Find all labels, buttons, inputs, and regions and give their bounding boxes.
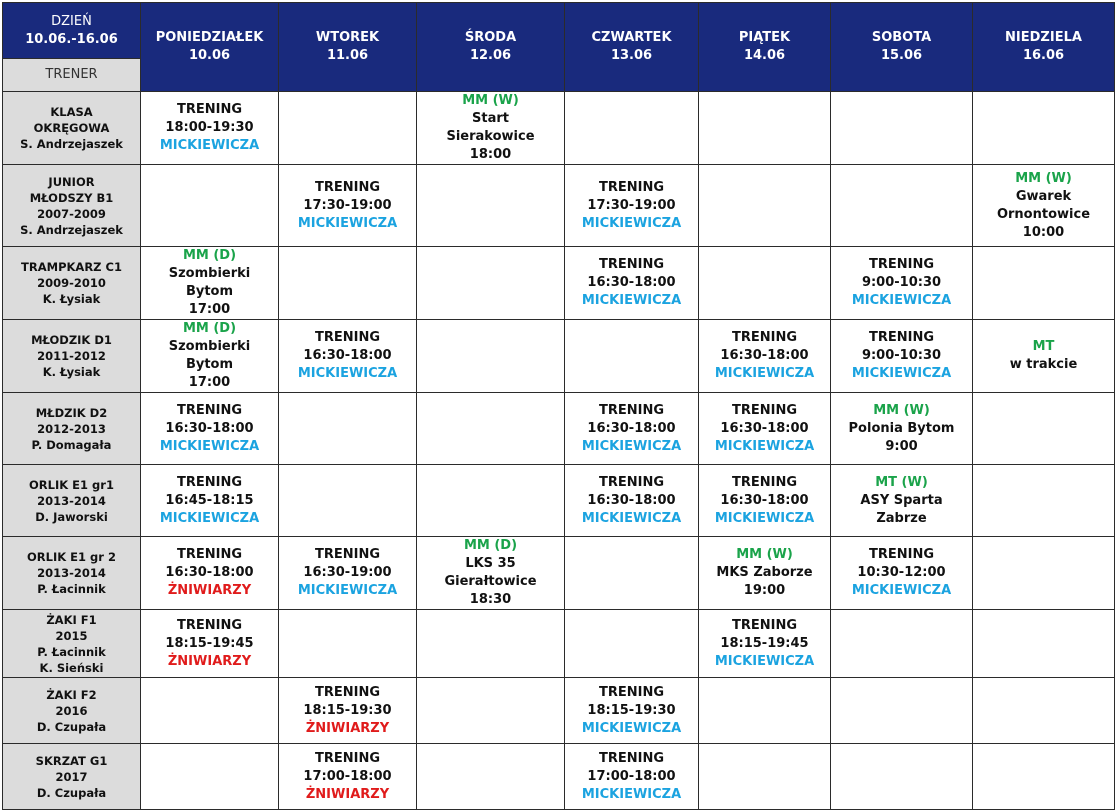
schedule-cell	[973, 537, 1115, 610]
schedule-cell	[699, 92, 831, 165]
schedule-cell	[141, 393, 279, 465]
event-line: TRENING	[314, 750, 381, 766]
event-line: TRENING	[314, 179, 381, 195]
event-line: TRENING	[314, 330, 381, 345]
team-line: D. Czupała	[36, 785, 107, 800]
schedule-cell	[141, 678, 279, 744]
event-line: TRENING	[598, 179, 665, 195]
schedule-cell	[565, 744, 699, 810]
team-line: MŁODSZY B1	[29, 190, 114, 205]
event-line: ASY Sparta	[860, 492, 943, 508]
event-line: Bytom	[185, 357, 234, 372]
team-cell	[3, 678, 141, 744]
day-header	[279, 3, 417, 92]
team-line: MŁODZIK D1	[31, 333, 112, 347]
match-label: MT	[1032, 339, 1055, 354]
event-line: Bytom	[185, 284, 234, 299]
team-line: KLASA	[50, 105, 93, 119]
team-line: TRAMPKARZ C1	[21, 260, 122, 274]
event-line: TRENING	[868, 547, 935, 562]
event-line: 16:30-18:00	[587, 492, 676, 508]
schedule-cell	[141, 92, 279, 165]
schedule-cell	[699, 393, 831, 465]
schedule-cell	[831, 165, 973, 247]
event-line: MKS Zaborze	[716, 565, 813, 580]
event-line: 16:30-18:00	[720, 492, 809, 508]
team-cell	[3, 610, 141, 678]
day-name: SOBOTA	[871, 30, 932, 45]
day-date: 10.06	[188, 48, 231, 63]
schedule-cell	[417, 744, 565, 810]
schedule-row	[3, 393, 1115, 465]
event-line: 16:30-18:00	[587, 275, 676, 290]
event-line: 9:00-10:30	[861, 348, 942, 363]
day-header	[565, 3, 699, 92]
venue-label: MICKIEWICZA	[297, 366, 398, 381]
event-line: Zabrze	[876, 510, 927, 526]
venue-label: ŻNIWIARZY	[167, 583, 252, 598]
schedule-cell	[279, 678, 417, 744]
team-line: K. Łysiak	[42, 365, 101, 379]
event-line: TRENING	[176, 617, 243, 633]
team-line: 2016	[55, 703, 88, 718]
team-cell	[3, 92, 141, 165]
event-line: TRENING	[176, 474, 243, 490]
schedule-cell	[141, 247, 279, 320]
match-label: MM (D)	[463, 538, 518, 553]
schedule-cell	[417, 610, 565, 678]
event-line: 18:00	[469, 147, 512, 162]
event-line: 16:30-18:00	[165, 565, 254, 580]
schedule-cell	[279, 393, 417, 465]
team-line: OKRĘGOWA	[33, 121, 110, 135]
event-line: Szombierki	[168, 339, 251, 354]
schedule-cell	[699, 247, 831, 320]
schedule-cell	[831, 92, 973, 165]
event-line: TRENING	[598, 257, 665, 272]
team-line: D. Czupała	[36, 719, 107, 734]
venue-label: MICKIEWICZA	[581, 215, 682, 231]
day-header	[973, 3, 1115, 92]
event-line: 9:00-10:30	[861, 275, 942, 290]
day-header	[699, 3, 831, 92]
event-line: 18:15-19:30	[303, 702, 392, 718]
event-line: 18:15-19:45	[720, 635, 809, 651]
match-label: MT (W)	[875, 474, 928, 490]
schedule-cell	[699, 465, 831, 537]
team-line: S. Andrzejaszek	[20, 222, 123, 237]
schedule-cell	[565, 465, 699, 537]
schedule-cell	[831, 678, 973, 744]
schedule-cell	[831, 537, 973, 610]
schedule-cell	[141, 165, 279, 247]
venue-label: MICKIEWICZA	[851, 366, 952, 381]
event-line: Start	[472, 111, 509, 126]
event-line: 16:45-18:15	[165, 492, 254, 508]
day-date: 13.06	[610, 48, 653, 63]
schedule-cell	[973, 165, 1115, 247]
event-line: 19:00	[743, 583, 786, 598]
team-line: D. Jaworski	[35, 509, 108, 524]
team-line: 2009-2010	[37, 276, 106, 290]
venue-label: MICKIEWICZA	[159, 138, 260, 153]
event-line: TRENING	[598, 750, 665, 766]
day-label: DZIEŃ	[51, 13, 92, 29]
schedule-cell	[831, 610, 973, 678]
schedule-cell	[565, 165, 699, 247]
event-line: 18:15-19:45	[165, 635, 254, 651]
event-line: TRENING	[731, 474, 798, 490]
day-header	[141, 3, 279, 92]
team-line: K. Łysiak	[42, 292, 101, 306]
event-line: 16:30-18:00	[587, 420, 676, 436]
schedule-cell	[973, 320, 1115, 393]
schedule-cell	[417, 247, 565, 320]
schedule-cell	[417, 393, 565, 465]
team-cell	[3, 744, 141, 810]
schedule-cell	[699, 320, 831, 393]
team-cell	[3, 320, 141, 393]
schedule-cell	[565, 320, 699, 393]
schedule-cell	[565, 678, 699, 744]
event-line: TRENING	[868, 257, 935, 272]
venue-label: MICKIEWICZA	[581, 293, 682, 308]
schedule-cell	[565, 247, 699, 320]
schedule-cell	[417, 465, 565, 537]
schedule-row	[3, 247, 1115, 320]
trainer-header: TRENER	[3, 59, 141, 92]
schedule-cell	[831, 247, 973, 320]
event-line: 18:15-19:30	[587, 702, 676, 718]
day-date: 14.06	[743, 48, 786, 63]
venue-label: MICKIEWICZA	[581, 438, 682, 454]
schedule-cell	[565, 610, 699, 678]
event-line: 10:00	[1022, 224, 1065, 240]
schedule-cell	[417, 92, 565, 165]
venue-label: MICKIEWICZA	[297, 583, 398, 598]
team-line: ORLIK E1 gr 2	[27, 550, 116, 564]
event-line: TRENING	[731, 402, 798, 418]
schedule-cell	[699, 744, 831, 810]
day-name: PIĄTEK	[738, 30, 791, 45]
event-line: 17:00	[188, 302, 231, 317]
event-line: 17:00-18:00	[587, 768, 676, 784]
venue-label: MICKIEWICZA	[297, 215, 398, 231]
match-label: MM (D)	[182, 321, 237, 336]
event-line: 16:30-18:00	[720, 348, 809, 363]
schedule-cell	[141, 465, 279, 537]
week-range: 10.06.-16.06	[25, 31, 118, 47]
event-line: 17:00-18:00	[303, 768, 392, 784]
team-line: ŻAKI F2	[46, 687, 97, 702]
schedule-cell	[279, 744, 417, 810]
team-line: ORLIK E1 gr1	[29, 477, 114, 492]
venue-label: MICKIEWICZA	[714, 510, 815, 526]
event-line: 18:30	[469, 592, 512, 607]
schedule-cell	[565, 537, 699, 610]
event-line: TRENING	[176, 402, 243, 418]
venue-label: ŻNIWIARZY	[305, 786, 390, 802]
team-line: ŻAKI F1	[46, 612, 97, 627]
team-line: 2017	[55, 769, 88, 784]
schedule-row	[3, 610, 1115, 678]
schedule-cell	[699, 537, 831, 610]
schedule-row	[3, 465, 1115, 537]
schedule-table	[2, 2, 1115, 810]
team-line: 2015	[55, 628, 88, 643]
match-label: MM (W)	[462, 93, 519, 108]
team-line: 2013-2014	[37, 566, 106, 580]
venue-label: MICKIEWICZA	[714, 366, 815, 381]
schedule-cell	[417, 537, 565, 610]
event-line: LKS 35	[465, 556, 516, 571]
schedule-cell	[699, 678, 831, 744]
venue-label: MICKIEWICZA	[714, 653, 815, 669]
day-date: 15.06	[880, 48, 923, 63]
schedule-cell	[565, 92, 699, 165]
team-line: P. Łacinnik	[37, 644, 106, 659]
schedule-cell	[973, 393, 1115, 465]
schedule-cell	[141, 537, 279, 610]
event-line: 17:30-19:00	[587, 197, 676, 213]
venue-label: MICKIEWICZA	[581, 720, 682, 736]
schedule-cell	[279, 537, 417, 610]
venue-label: MICKIEWICZA	[581, 510, 682, 526]
schedule-cell	[699, 610, 831, 678]
schedule-cell	[279, 247, 417, 320]
team-cell	[3, 247, 141, 320]
day-name: PONIEDZIAŁEK	[155, 30, 264, 45]
schedule-cell	[699, 165, 831, 247]
schedule-cell	[565, 393, 699, 465]
schedule-cell	[973, 247, 1115, 320]
schedule-cell	[973, 610, 1115, 678]
team-line: 2011-2012	[37, 349, 106, 363]
venue-label: ŻNIWIARZY	[305, 720, 390, 736]
event-line: Gwarek	[1015, 188, 1072, 204]
schedule-cell	[417, 320, 565, 393]
event-line: 17:30-19:00	[303, 197, 392, 213]
team-line: 2007-2009	[37, 206, 106, 221]
team-line: SKRZAT G1	[35, 753, 108, 768]
event-line: Polonia Bytom	[848, 420, 955, 436]
event-line: TRENING	[176, 547, 243, 562]
schedule-row	[3, 165, 1115, 247]
day-date: 16.06	[1022, 48, 1065, 63]
event-line: TRENING	[598, 402, 665, 418]
day-header	[417, 3, 565, 92]
day-name: CZWARTEK	[591, 30, 672, 45]
schedule-row	[3, 744, 1115, 810]
team-line: JUNIOR	[48, 174, 95, 189]
schedule-cell	[973, 92, 1115, 165]
venue-label: ŻNIWIARZY	[167, 653, 252, 669]
team-cell	[3, 465, 141, 537]
match-label: MM (W)	[873, 402, 930, 418]
schedule-row	[3, 320, 1115, 393]
event-line: TRENING	[176, 102, 243, 117]
event-line: TRENING	[868, 330, 935, 345]
event-line: 16:30-18:00	[720, 420, 809, 436]
week-header	[3, 3, 141, 59]
event-line: 16:30-18:00	[165, 420, 254, 436]
event-line: 10:30-12:00	[857, 565, 946, 580]
schedule-cell	[831, 744, 973, 810]
schedule-cell	[141, 610, 279, 678]
schedule-row	[3, 678, 1115, 744]
event-line: Gierałtowice	[444, 574, 537, 589]
schedule-cell	[279, 92, 417, 165]
event-line: Sierakowice	[446, 129, 535, 144]
team-cell	[3, 537, 141, 610]
event-line: 9:00	[885, 438, 918, 454]
event-line: TRENING	[598, 684, 665, 700]
team-line: P. Łacinnik	[37, 582, 106, 596]
schedule-cell	[973, 465, 1115, 537]
venue-label: MICKIEWICZA	[851, 583, 952, 598]
match-label: MM (W)	[736, 547, 793, 562]
day-name: WTOREK	[315, 30, 380, 45]
team-cell	[3, 165, 141, 247]
schedule-cell	[279, 320, 417, 393]
schedule-cell	[417, 678, 565, 744]
schedule-cell	[141, 320, 279, 393]
day-date: 12.06	[469, 48, 512, 63]
event-line: Szombierki	[168, 266, 251, 281]
team-line: K. Sieński	[39, 660, 104, 675]
event-line: TRENING	[598, 474, 665, 490]
venue-label: MICKIEWICZA	[159, 510, 260, 526]
venue-label: MICKIEWICZA	[581, 786, 682, 802]
team-line: MŁDZIK D2	[35, 405, 108, 420]
match-label: MM (D)	[182, 248, 237, 263]
team-line: 2012-2013	[37, 421, 106, 436]
event-line: 16:30-18:00	[303, 348, 392, 363]
venue-label: MICKIEWICZA	[714, 438, 815, 454]
event-line: TRENING	[731, 617, 798, 633]
day-name: ŚRODA	[464, 30, 517, 45]
event-line: TRENING	[314, 684, 381, 700]
event-line: 16:30-19:00	[303, 565, 392, 580]
schedule-row	[3, 92, 1115, 165]
team-line: S. Andrzejaszek	[20, 137, 123, 151]
day-header	[831, 3, 973, 92]
team-line: 2013-2014	[37, 493, 106, 508]
day-date: 11.06	[326, 48, 369, 63]
schedule-cell	[141, 744, 279, 810]
schedule-row	[3, 537, 1115, 610]
schedule-cell	[831, 320, 973, 393]
event-line: 17:00	[188, 375, 231, 390]
schedule-cell	[831, 393, 973, 465]
team-cell	[3, 393, 141, 465]
team-line: P. Domagała	[31, 437, 112, 452]
event-line: w trakcie	[1009, 357, 1078, 372]
schedule-cell	[973, 744, 1115, 810]
event-line: TRENING	[731, 330, 798, 345]
schedule-cell	[279, 465, 417, 537]
schedule-cell	[279, 610, 417, 678]
venue-label: MICKIEWICZA	[159, 438, 260, 454]
match-label: MM (W)	[1015, 170, 1072, 186]
event-line: Ornontowice	[996, 206, 1091, 222]
schedule-cell	[973, 678, 1115, 744]
event-line: TRENING	[314, 547, 381, 562]
schedule-cell	[831, 465, 973, 537]
venue-label: MICKIEWICZA	[851, 293, 952, 308]
schedule-cell	[279, 165, 417, 247]
day-name: NIEDZIELA	[1005, 30, 1082, 45]
event-line: 18:00-19:30	[165, 120, 254, 135]
schedule-cell	[417, 165, 565, 247]
